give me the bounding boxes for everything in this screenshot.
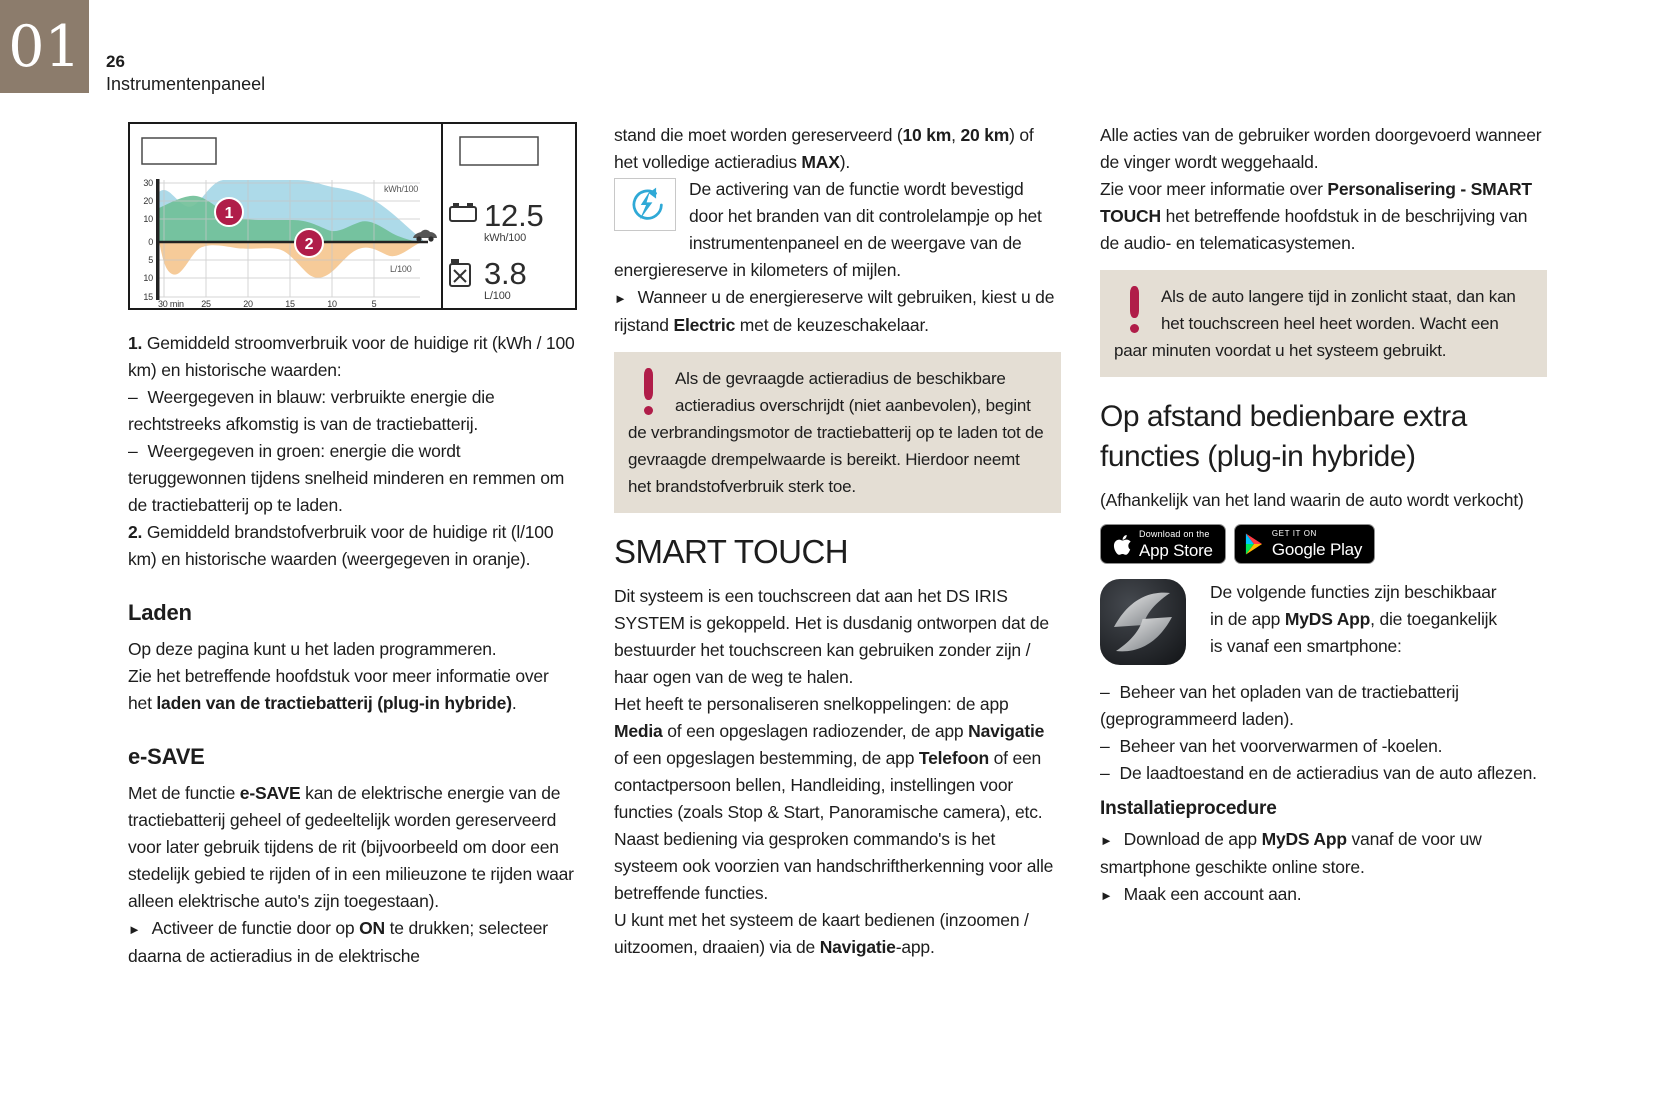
list-item-preconditioning: – Beheer van het voorverwarmen of -koelen. xyxy=(1100,736,1443,756)
para-country-note: (Afhankelijk van het land waarin de auto wordt verkocht) xyxy=(1100,490,1524,510)
svg-text:20: 20 xyxy=(243,299,253,309)
column-3 xyxy=(1100,122,1547,909)
google-play-badge[interactable] xyxy=(1234,524,1375,564)
myds-app-row xyxy=(1100,579,1547,665)
para-blue-legend: – Weergegeven in blauw: verbruikte energie die rechtstreeks afkomstig is van de tractiebatterij. xyxy=(128,387,495,434)
heading-laden: Laden xyxy=(128,600,192,625)
svg-text:5: 5 xyxy=(148,255,153,265)
esave-indicator-frame xyxy=(614,178,676,231)
svg-text:10: 10 xyxy=(327,299,337,309)
chapter-badge xyxy=(0,0,89,93)
para-touch-actions: Alle acties van de gebruiker worden doorgevoerd wanneer de vinger wordt weggehaald. xyxy=(1100,125,1542,172)
heading-remote-functions: Op afstand bedienbare extra functies (plug-in hybride) xyxy=(1100,400,1467,473)
badge-play-large: Google Play xyxy=(1271,540,1363,559)
para-fuel-consumption: 2. Gemiddeld brandstofverbruik voor de huidige rit (l/100 km) en historische waarden (weergegeven in oranje). xyxy=(128,522,554,569)
consumption-chart xyxy=(128,122,577,310)
energy-readout-value: 12.5 xyxy=(484,198,544,233)
list-item-charge-status: – De laadtoestand en de actieradius van de auto aflezen. xyxy=(1100,763,1537,783)
para-smart-1: Dit systeem is een touchscreen dat aan het DS IRIS SYSTEM is gekoppeld. Het is dusdanig ontworpen dat de bestuurder het touchscreen kan gebruiken zonder zijn / haar ogen van de weg te halen. xyxy=(614,586,1049,687)
para-smart-3: Naast bediening via gesproken commando's is het systeem ook voorzien van handschriftherkenning voor alle betreffende functies. xyxy=(614,829,1054,903)
svg-text:20: 20 xyxy=(143,196,153,206)
para-green-legend: – Weergegeven in groen: energie die wordt teruggewonnen tijdens snelheid minderen en remmen om de tractiebatterij op te laden. xyxy=(128,441,565,515)
myds-app-icon xyxy=(1100,579,1186,665)
warning-box-heat xyxy=(1100,270,1547,377)
para-power-consumption: 1. Gemiddeld stroomverbruik voor de huidige rit (kWh / 100 km) en historische waarden: xyxy=(128,333,575,380)
bullet-create-account: ► Maak een account aan. xyxy=(1100,884,1302,904)
bottom-unit-label: L/100 xyxy=(390,264,412,274)
chapter-number: 01 xyxy=(8,13,81,80)
google-play-icon xyxy=(1244,532,1264,556)
svg-text:10: 10 xyxy=(143,214,153,224)
para-smart-4: U kunt met het systeem de kaart bedienen (inzoomen / uitzoomen, draaien) via de Navigatie-app. xyxy=(614,910,1029,957)
warning-box-range xyxy=(614,352,1061,513)
instrument-cluster-figure xyxy=(128,122,575,318)
svg-text:10: 10 xyxy=(143,273,153,283)
para-myds-functions: De volgende functies zijn beschikbaar in de app MyDS App, die toegankelijk is vanaf een smartphone: xyxy=(1210,582,1497,656)
svg-text:5: 5 xyxy=(371,299,377,309)
svg-text:30: 30 xyxy=(143,178,153,188)
warning-heat-text: Als de auto langere tijd in zonlicht staat, dan kan het touchscreen heel heet worden. Wacht een paar minuten voordat u het systeem gebruikt. xyxy=(1114,287,1516,360)
warning-range-text: Als de gevraagde actieradius de beschikbare actieradius overschrijdt (niet aanbevolen), begint de verbrandingsmotor de tractiebatterij op te laden tot de gevraagde drempelwaarde is bereikt. Hierdoor neemt het brandstofverbruik sterk toe. xyxy=(628,369,1044,496)
fuel-readout-value: 3.8 xyxy=(484,256,527,291)
exclamation-icon xyxy=(634,368,662,416)
energy-readout-unit: kWh/100 xyxy=(484,232,527,244)
section-title: Instrumentenpaneel xyxy=(106,74,266,94)
bullet-electric-mode: ► Wanneer u de energiereserve wilt gebruiken, kiest u de rijstand Electric met de keuzeschakelaar. xyxy=(614,287,1055,335)
svg-text:2: 2 xyxy=(304,236,314,253)
para-laden-2: Zie het betreffende hoofdstuk voor meer informatie over het laden van de tractiebatterij (plug-in hybride). xyxy=(128,666,549,713)
para-esave-continuation: stand die moet worden gereserveerd (10 km, 20 km) of het volledige actieradius MAX). xyxy=(614,125,1034,172)
marker-2 xyxy=(295,229,323,257)
column-1 xyxy=(128,122,575,970)
list-item-charging: – Beheer van het opladen van de tractiebatterij (geprogrammeerd laden). xyxy=(1100,682,1459,729)
badge-appstore-small: Download on the xyxy=(1139,528,1210,539)
heading-smart-touch: SMART TOUCH xyxy=(614,533,849,570)
svg-text:30 min: 30 min xyxy=(158,299,184,309)
exclamation-icon xyxy=(1120,286,1148,334)
page-number: 26 xyxy=(106,52,125,71)
badge-appstore-large: App Store xyxy=(1139,540,1213,560)
para-lamp-confirmation: De activering van de functie wordt bevestigd door het branden van dit controlelampje op het instrumentenpaneel en de weergave van de energiereserve in kilometers of mijlen. xyxy=(614,179,1042,280)
svg-text:0: 0 xyxy=(148,237,153,247)
svg-text:25: 25 xyxy=(201,299,211,309)
apple-icon xyxy=(1110,532,1131,557)
column-2 xyxy=(614,122,1061,961)
svg-text:15: 15 xyxy=(285,299,295,309)
svg-text:1: 1 xyxy=(224,205,234,222)
para-laden-1: Op deze pagina kunt u het laden programmeren. xyxy=(128,639,497,659)
bullet-esave-on: ► Activeer de functie door op ON te drukken; selecteer daarna de actieradius in de elektrische xyxy=(128,918,548,966)
para-esave: Met de functie e-SAVE kan de elektrische energie van de tractiebatterij geheel of gedeeltelijk worden gereserveerd voor later gebruik tijdens de rit (bijvoorbeeld om door een stedelijk gebied te rijden of in een milieuzone te rijden waar alleen elektrische auto's zijn toegestaan). xyxy=(128,783,574,911)
para-smart-2: Het heeft te personaliseren snelkoppelingen: de app Media of een opgeslagen radiozender, de app Navigatie of een opgeslagen bestemming, de app Telefoon of een contactpersoon bellen, Handleiding, instellingen voor functies (zoals Stop & Start, Panoramische camera), etc. xyxy=(614,694,1045,822)
heading-installation: Installatieprocedure xyxy=(1100,798,1277,819)
fuel-readout-unit: L/100 xyxy=(484,290,511,302)
svg-text:15: 15 xyxy=(143,292,153,302)
para-personalisering: Zie voor meer informatie over Personalisering - SMART TOUCH het betreffende hoofdstuk in de beschrijving van de audio- en telematicasystemen. xyxy=(1100,179,1532,253)
bullet-download-app: ► Download de app MyDS App vanaf de voor uw smartphone geschikte online store. xyxy=(1100,829,1482,877)
store-badges xyxy=(1100,524,1547,564)
marker-1 xyxy=(215,198,243,226)
badge-play-small: GET IT ON xyxy=(1271,529,1317,538)
top-unit-label: kWh/100 xyxy=(384,184,419,194)
app-store-badge[interactable] xyxy=(1100,524,1226,564)
heading-esave: e-SAVE xyxy=(128,744,205,769)
esave-lamp-icon xyxy=(626,186,664,224)
